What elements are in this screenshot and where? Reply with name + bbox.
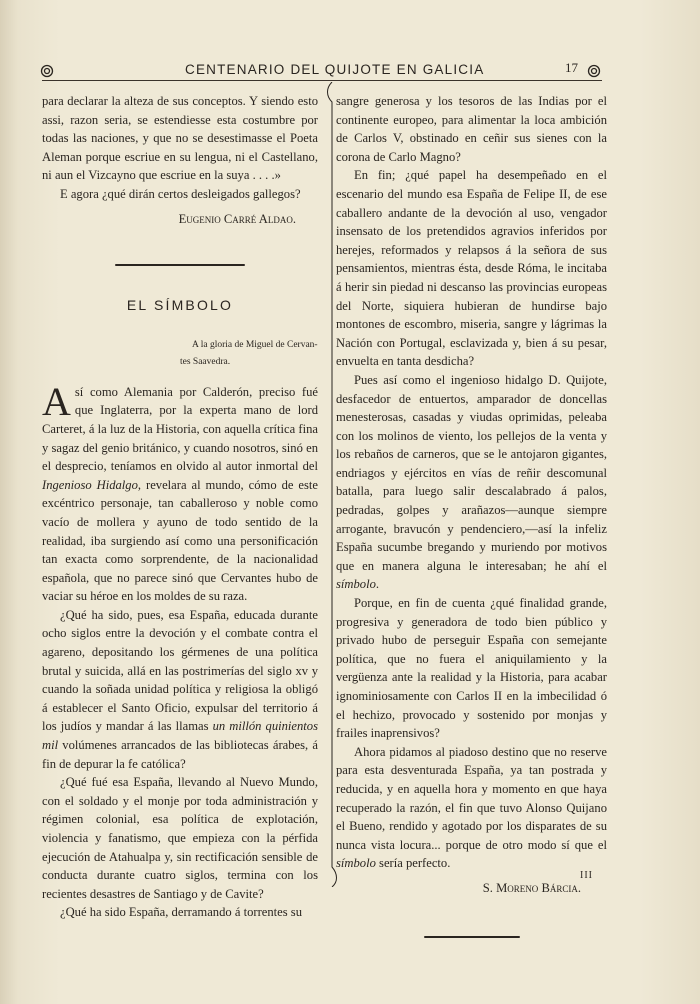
text-run: ¿Qué ha sido, pues, esa España, educada durante ocho siglos entre la devoción y el combate contra el agareno, depositando los gérmenes de una política brutal y suicida, allá en las postrimerías del siglo xv y cuando la soñada unidad política y religiosa la obligó á establecer el Santo Oficio, expulsar del territorio á los judíos y mandar á las llamas	[42, 607, 318, 734]
italic-phrase: un millón quinientos mil	[42, 719, 318, 753]
paragraph	[336, 371, 607, 594]
page-header	[30, 60, 610, 82]
paragraph	[42, 606, 318, 773]
signature-mark: III	[580, 870, 593, 881]
paragraph: ¿Qué fué esa España, llevando al Nuevo Mundo, con el soldado y el monje por toda administración y régimen colonial, esa política de explotación, violencia y fanatismo, que empieza con la pérfida ejecución de Atahualpa y, sin rectificación sensible de conducta durante cuatro siglos, termina con los recientes desastres de Santiago y de Cavite?	[42, 775, 318, 901]
text-run: sí como Alemania por Calderón, preciso fué que Inglaterra, por la experta mano de lord Carteret, á la luz de la Historia, con aquella crítica fina y sagaz del genio británico, y cuando nosotros, sinó en el desprecio, teníamos en olvido al autor inmortal del	[42, 384, 318, 474]
paragraph: ¿Qué ha sido España, derramando á torrentes su	[60, 905, 302, 920]
section-title: EL SÍMBOLO	[126, 297, 234, 314]
dedication-line: tes Saavedra.	[180, 356, 231, 367]
author-signature: S. Moreno Bárcia.	[482, 880, 581, 895]
author-signature: Eugenio Carré Aldao.	[178, 211, 296, 226]
left-column	[42, 92, 318, 922]
text-run: volúmenes arrancados de las bibliotecas árabes, á fin de depurar la fe católica?	[42, 738, 318, 771]
dedication	[42, 337, 318, 371]
page-number: 17	[565, 60, 578, 75]
italic-word: símbolo	[336, 577, 376, 592]
ornamental-rule	[115, 264, 245, 266]
paragraph: Porque, en fin de cuenta ¿qué finalidad grande, progresiva y generadora de todo bien público y privado hubo de perseguir España con semejante política, que no fuera el aniquilamiento y la vergüenza ante la realidad y la Historia, para acabar ignominiosamente con Carlos II en la imbecilidad ó el hechizo, provocado y sostenido por monjas y frailes inaprensivos?	[336, 596, 607, 741]
text-run: Ahora pidamos al piadoso destino que no reserve para esta desventurada España, ya tan postrada y reducida, y en aquella hora y momento en que haya recuperado la razón, el fin que tuvo Alonso Quijano el Bueno, rendido y agotado por los disparates de su nunca vista locura... porque de otro modo sí que el	[336, 744, 607, 852]
journal-title: CENTENARIO DEL QUIJOTE EN GALICIA	[185, 62, 485, 77]
paragraph: sangre generosa y los tesoros de las Indias por el continente europeo, para alimentar la loca ambición de Carlos V, obstinado en ceñir sus sienes con la corona de Carlo Magno?	[336, 94, 607, 164]
swirl-ornament-icon	[587, 64, 601, 78]
paragraph	[42, 378, 318, 606]
paragraph: E agora ¿qué dirán certos desleigados gallegos?	[60, 186, 301, 201]
paragraph: para declarar la alteza de sus conceptos. Y siendo esto assi, razon seria, se estendiesse esta costumbre por todas las naciones, y que no se desestimasse el Poeta Aleman porque escriue en su lengua, ni el Castellano, ni aun el Vizcayno que escriue en la suya . . . .»	[42, 94, 318, 183]
paragraph	[336, 743, 607, 873]
swirl-ornament-icon	[40, 64, 54, 78]
text-run: , revelara al mundo, cómo de este excéntrico personaje, tan caballeroso y noble como vacío de mollera y ayuno de todo sentido de la realidad, iba surgiendo así como una personificación tan exacta como sorprendente, de la nacionalidad española, que no parece sinó que Cervantes hubo de vaciar su héroe en los moldes de su raza.	[42, 477, 318, 604]
italic-word: símbolo	[336, 856, 376, 871]
dedication-line: A la gloria de Miguel de Cervan-	[192, 339, 318, 350]
text-run: sería perfecto.	[375, 856, 451, 871]
drop-cap: A	[42, 378, 71, 424]
text-run: .	[375, 577, 380, 592]
paragraph: En fin; ¿qué papel ha desempeñado en el escenario del mundo esa España de Felipe II, de ese caballero andante de la devoción al uso, vengador insensato de los pretendidos agravios inferidos por herejes, reformados y relapsos á la señora de sus pensamientos, mientras ésta, desde Róma, le incitaba á herir sin piedad ni descanso las provincias europeas del Norte, siquiera hubieran de hundirse bajo montones de escombro, miseria, sangre y lágrimas la Nación con Portugal, esclavizada y, bien á su pesar, envuelta en tanta desdicha?	[336, 168, 607, 369]
italic-title: Ingenioso Hidalgo	[42, 477, 138, 492]
ornamental-rule	[424, 936, 520, 938]
text-run: Pues así como el ingenioso hidalgo D. Quijote, desfacedor de entuertos, amparador de doncellas menesterosas, casadas y viudas oprimidas, peleaba con los molinos de viento, los pellejos de la venta y los rebaños de carneros, que se le antojaron gigantes, endriagos y ejércitos en vías de reñir descomunal batalla, para luego salir descalabrado á palos, pedradas, golpes y arañazos—aunque siempre arrogante, bravucón y pendenciero,—así la infeliz España sucumbe bregando y muriendo por motivos que en manera alguna le interesaban; he ahí el	[336, 372, 607, 573]
header-rule	[42, 80, 602, 81]
right-column	[336, 92, 607, 938]
